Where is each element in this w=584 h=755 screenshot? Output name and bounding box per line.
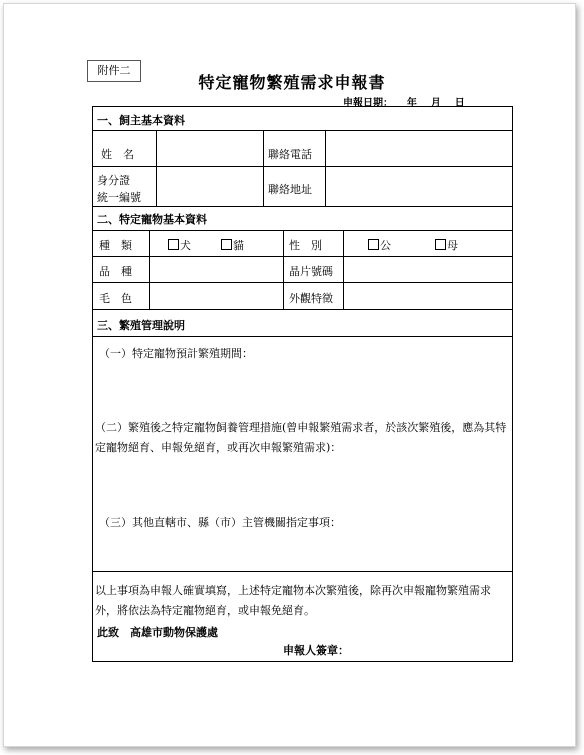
phone-label: 聯絡電話 [268, 148, 312, 161]
male-option[interactable]: 公 [368, 237, 391, 253]
male-checkbox[interactable] [368, 239, 379, 250]
recipient-line: 此致 高雄市動物保護處 [97, 626, 218, 639]
address-field[interactable] [326, 167, 512, 205]
section-2-heading: 二、特定寵物基本資料 [97, 213, 207, 226]
section-1-heading: 一、飼主基本資料 [97, 114, 185, 127]
id-label-line2: 統一編號 [97, 191, 141, 204]
declaration-text: 以上事項為申報人確實填寫，上述特定寵物本次繁殖後，除再次申報寵物繁殖需求外，將依法為特定寵物絕育，或申報免絕育。 [95, 584, 491, 617]
signature-field[interactable] [358, 638, 508, 658]
species-label: 種 類 [99, 239, 132, 252]
dog-checkbox[interactable] [168, 239, 179, 250]
phone-field[interactable] [326, 131, 512, 166]
breed-field[interactable] [150, 257, 282, 282]
application-form-table [92, 106, 513, 662]
appearance-label: 外觀特徵 [289, 292, 333, 305]
cat-checkbox[interactable] [221, 239, 232, 250]
female-option[interactable]: 母 [435, 237, 458, 253]
report-date: 申報日期： 年 月 日 [343, 98, 465, 109]
coat-color-field[interactable] [150, 283, 282, 309]
coat-color-label: 毛 色 [99, 292, 132, 305]
id-label-line1: 身分證 [97, 174, 130, 187]
attachment-label: 附件二 [87, 60, 141, 82]
chip-number-label: 晶片號碼 [289, 265, 333, 278]
section-3-heading: 三、繁殖管理說明 [97, 319, 185, 332]
signature-label: 申報人簽章： [283, 644, 349, 657]
name-field[interactable] [157, 131, 262, 166]
dog-option[interactable]: 犬 [168, 237, 191, 253]
id-number-field[interactable] [157, 167, 262, 205]
name-label: 姓 名 [101, 148, 134, 161]
appearance-field[interactable] [344, 283, 512, 309]
form-title: 特定寵物繁殖需求申報書 [198, 73, 386, 92]
cat-option[interactable]: 貓 [221, 237, 244, 253]
post-breeding-management-item: （二）繁殖後之特定寵物飼養管理措施(曾申報繁殖需求者，於該次繁殖後，應為其特定寵物絕育、申報免絕育，或再次申報繁殖需求)： [95, 421, 507, 454]
address-label: 聯絡地址 [268, 183, 312, 196]
sex-label: 性 別 [289, 239, 322, 252]
chip-number-field[interactable] [344, 257, 512, 282]
female-checkbox[interactable] [435, 239, 446, 250]
breeding-period-item: （一）特定寵物預計繁殖期間： [99, 347, 253, 360]
other-matters-item: （三）其他直轄市、縣（市）主管機關指定事項： [99, 516, 341, 529]
breed-label: 品 種 [99, 265, 132, 278]
